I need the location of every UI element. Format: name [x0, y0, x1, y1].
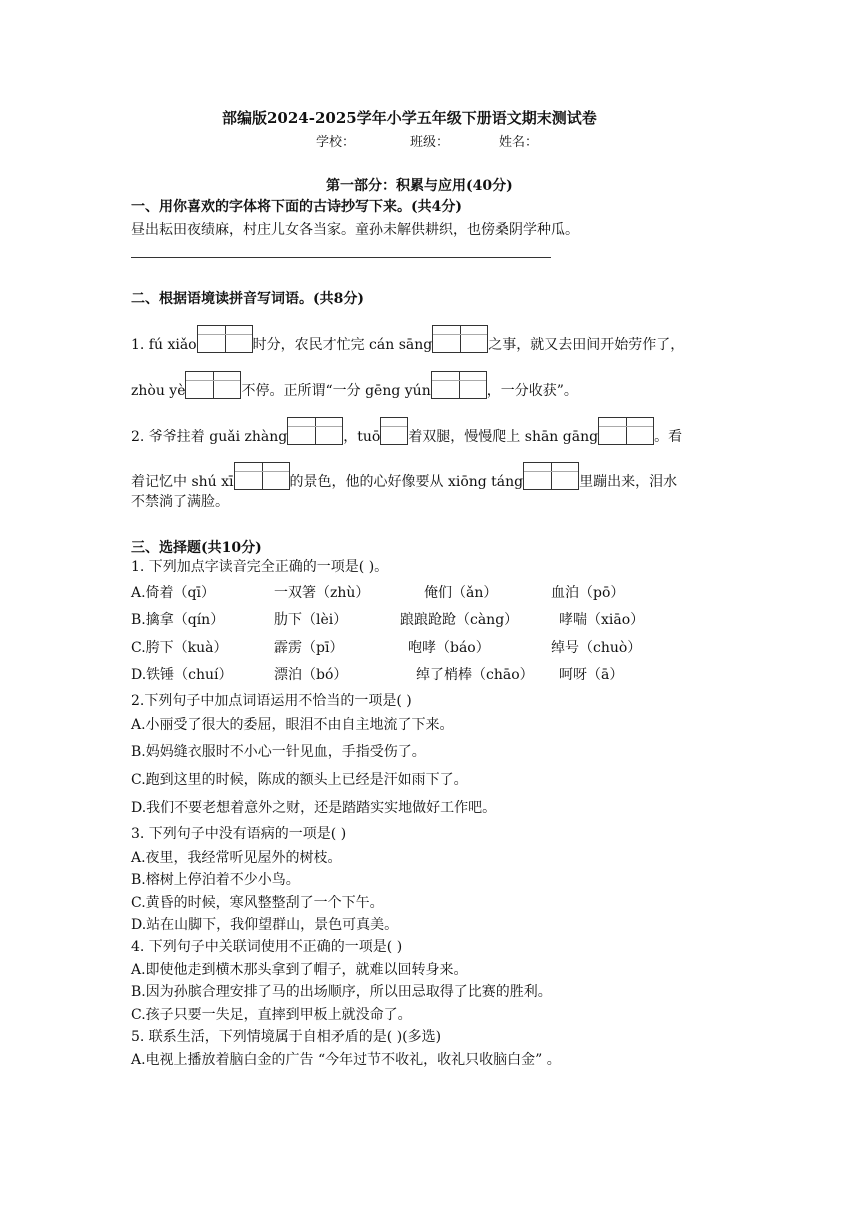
answer-grid[interactable]: [598, 417, 654, 445]
q3-s4: 4. 下列句子中关联词使用不正确的一项是( ): [131, 939, 403, 955]
q2-text: 着记忆中 shú xī: [131, 474, 234, 490]
q3-s3-option-b: B.榕树上停泊着不少小鸟。: [131, 872, 300, 888]
q1-heading: 一、用你喜欢的字体将下面的古诗抄写下来。(共4分): [131, 199, 462, 215]
name-field: 姓名：: [499, 135, 539, 150]
q3-s1-option-b: 踉踉跄跄（càng）: [400, 612, 519, 628]
q2-text: 。看: [654, 429, 683, 445]
page-title: 部编版2024-2025学年小学五年级下册语文期末测试卷: [222, 109, 597, 127]
q3-s1-option-c: 咆哮（báo）: [408, 640, 490, 656]
answer-grid[interactable]: [197, 325, 253, 353]
q2-text: 着双腿，慢慢爬上 shān gāng: [408, 429, 599, 445]
q3-s1-option-d: 漂泊（bó）: [274, 667, 348, 683]
q3-s3-option-c: C.黄昏的时候，寒风整整刮了一个下午。: [131, 895, 384, 911]
q3-s1-option-b: B.擒拿（qín）: [131, 612, 225, 628]
q3-s1-option-c: C.胯下（kuà）: [131, 640, 228, 656]
q2-text: 不停。正所谓“一分 gēng yún: [241, 383, 431, 399]
answer-grid[interactable]: [523, 462, 579, 490]
school-field: 学校：: [316, 135, 356, 150]
q3-s2-option-c: C.跑到这里的时候，陈成的额头上已经是汗如雨下了。: [131, 772, 468, 788]
q3-s1-option-d: 呵呀（ā）: [559, 667, 624, 683]
q2-text: ，一分收获”。: [486, 383, 578, 399]
q3-s5: 5. 联系生活，下列情境属于自相矛盾的是( )(多选): [131, 1029, 442, 1045]
answer-grid[interactable]: [380, 417, 408, 445]
q3-s1-option-b: 哮喘（xiāo）: [559, 612, 645, 628]
q2-line-2: [131, 371, 578, 400]
answer-grid[interactable]: [234, 462, 290, 490]
q2-text: 2. 爷爷拄着 guǎi zhàng: [131, 429, 288, 445]
q2-line-1: [131, 325, 684, 354]
q2-text: 的景色，他的心好像要从 xiōng táng: [289, 474, 524, 490]
q2-heading: 二、根据语境读拼音写词语。(共8分): [131, 291, 364, 307]
q3-s1-option-b: 肋下（lèi）: [274, 612, 348, 628]
q3-s1-option-d: D.铁锤（chuí）: [131, 667, 233, 683]
q2-text: 时分，农民才忙完 cán sāng: [252, 337, 433, 353]
q2-line-4: [131, 462, 677, 491]
q3-s2: 2.下列句子中加点词语运用不恰当的一项是( ): [131, 693, 412, 709]
answer-grid[interactable]: [431, 371, 487, 399]
q3-heading: 三、选择题(共10分): [131, 540, 262, 556]
q3-s3: 3. 下列句子中没有语病的一项是( ): [131, 826, 347, 842]
part1-title: 第一部分：积累与应用(40分): [326, 178, 513, 194]
q3-s1-option-a: 血泊（pō）: [551, 585, 625, 601]
q3-s3-option-a: A.夜里，我经常听见屋外的树枝。: [131, 850, 342, 866]
q3-s4-option-a: A.即使他走到横木那头拿到了帽子，就难以回转身来。: [131, 962, 468, 978]
q3-s1-option-a: 一双箸（zhù）: [274, 585, 370, 601]
q3-s2-option-d: D.我们不要老想着意外之财，还是踏踏实实地做好工作吧。: [131, 800, 497, 816]
q2-text: ，tuō: [343, 429, 381, 445]
answer-line: [131, 257, 551, 258]
q3-s5-option-a: A.电视上播放着脑白金的广告 “今年过节不收礼，收礼只收脑白金” 。: [131, 1052, 561, 1068]
q3-s1-option-c: 绰号（chuò）: [551, 640, 642, 656]
q2-text: 里蹦出来，泪水: [579, 474, 678, 490]
q2-text: 之事，就又去田间开始劳作了，: [488, 337, 685, 353]
q2-line-5: 不禁淌了满脸。: [131, 494, 229, 510]
q2-text: 1. fú xiǎo: [131, 337, 197, 353]
q3-s3-option-d: D.站在山脚下，我仰望群山，景色可真美。: [131, 917, 399, 933]
q1-poem: 昼出耘田夜绩麻，村庄儿女各当家。童孙未解供耕织，也傍桑阴学种瓜。: [131, 222, 579, 238]
q2-line-3: [131, 417, 682, 446]
q3-s2-option-a: A.小丽受了很大的委屈，眼泪不由自主地流了下来。: [131, 717, 454, 733]
q3-s1-option-a: A.倚着（qī）: [131, 585, 215, 601]
q2-text: zhòu yè: [131, 383, 186, 399]
q3-s1-option-c: 霹雳（pī）: [274, 640, 344, 656]
q3-s1: 1. 下列加点字读音完全正确的一项是( )。: [131, 559, 389, 575]
answer-grid[interactable]: [185, 371, 241, 399]
q3-s1-option-a: 俺们（ǎn）: [424, 585, 498, 601]
q3-s1-option-d: 绰了梢棒（chāo）: [416, 667, 534, 683]
answer-grid[interactable]: [432, 325, 488, 353]
q3-s4-option-c: C.孩子只要一失足，直摔到甲板上就没命了。: [131, 1007, 412, 1023]
answer-grid[interactable]: [287, 417, 343, 445]
q3-s2-option-b: B.妈妈缝衣服时不小心一针见血，手指受伤了。: [131, 744, 426, 760]
q3-s4-option-b: B.因为孙膑合理安排了马的出场顺序，所以田忌取得了比赛的胜利。: [131, 984, 552, 1000]
class-field: 班级：: [410, 135, 450, 150]
